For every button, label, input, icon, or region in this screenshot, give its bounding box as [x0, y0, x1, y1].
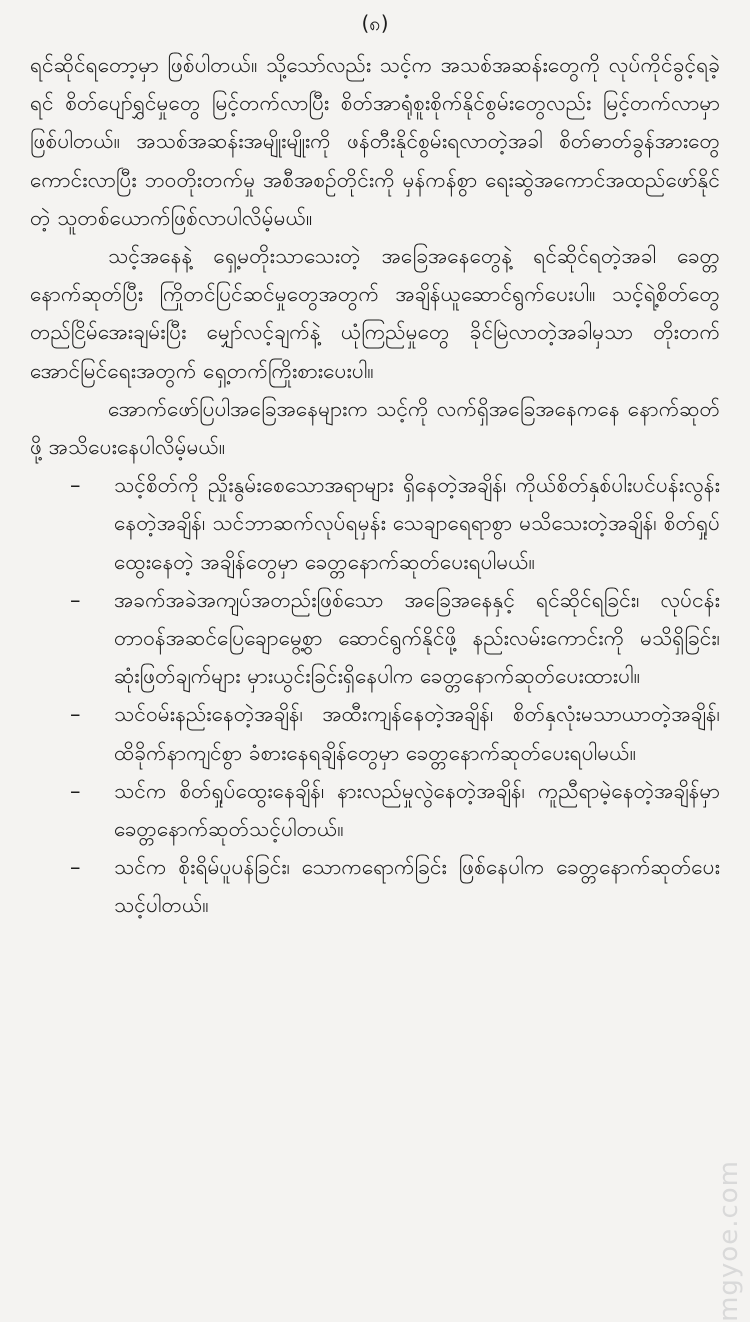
paragraph-2: သင့်အနေနဲ့ ရှေ့မတိုးသာသေးတဲ့ အခြေအနေတွေနဲ့ ရင်ဆိုင်ရတဲ့အခါ ခေတ္တနောက်ဆုတ်ပြီး ကြိုတင်ပြင်ဆင်မှုတွေအတွက် အချိန်ယူဆောင်ရွက်ပေးပါ။ သင့်ရဲ့စိတ်တွေ တည်ငြိမ်အေးချမ်းပြီး မျှော်လင့်ချက်နဲ့ ယုံကြည်မှုတွေ ခိုင်မြဲလာတဲ့အခါမှသာ တိုးတက်အောင်မြင်ရေးအတွက် ရှေ့တက်ကြိုးစားပေးပါ။: [30, 244, 720, 383]
bullet-item-4: [30, 772, 720, 848]
dash-marker: –: [70, 702, 81, 727]
bullet-item-2: [30, 581, 720, 696]
bullet-text: သင့်စိတ်ကို ညှိုးနွမ်းစေသောအရာများ ရှိနေတဲ့အချိန်၊ ကိုယ်စိတ်နှစ်ပါးပင်ပန်းလွန်းနေတဲ့အချိန်၊ သင်ဘာဆက်လုပ်ရမှန်း သေချာရေရာစွာ မသိသေးတဲ့အချိန်၊ စိတ်ရှုပ်ထွေးနေတဲ့ အချိန်တွေမှာ ခေတ္တနောက်ဆုတ်ပေးရပါမယ်။: [114, 473, 720, 574]
bullet-text: သင်က စိတ်ရှုပ်ထွေးနေချိန်၊ နားလည်မှုလွဲနေတဲ့အချိန်၊ ကူညီရာမဲ့နေတဲ့အချိန်မှာ ခေတ္တနောက်ဆုတ်သင့်ပါတယ်။: [114, 778, 720, 842]
page-number: (၈): [361, 11, 389, 35]
bullet-item-5: [30, 848, 720, 924]
paragraph-1: ရင်ဆိုင်ရတော့မှာ ဖြစ်ပါတယ်။ သို့သော်လည်း သင့်က အသစ်အဆန်းတွေကို လုပ်ကိုင်ခွင့်ရခဲ့ရင် စိတ်ပျော်ရွှင်မှုတွေ မြင့်တက်လာပြီး စိတ်အာရုံစူးစိုက်နိုင်စွမ်းတွေလည်း မြင့်တက်လာမှာ ဖြစ်ပါတယ်။ အသစ်အဆန်းအမျိုးမျိုးကို ဖန်တီးနိုင်စွမ်းရလာတဲ့အခါ စိတ်ဓာတ်ခွန်အားတွေကောင်းလာပြီး ဘဝတိုးတက်မှု အစီအစဉ်တိုင်းကို မှန်ကန်စွာ ရေးဆွဲအကောင်အထည်ဖော်နိုင်တဲ့ သူတစ်ယောက်ဖြစ်လာပါလိမ့်မယ်။: [30, 53, 720, 230]
bullet-item-3: [30, 695, 720, 771]
bullet-text: သင်ဝမ်းနည်းနေတဲ့အချိန်၊ အထီးကျန်နေတဲ့အချိန်၊ စိတ်နှလုံးမသာယာတဲ့အချိန်၊ ထိခိုက်နာကျင်စွာ ခံစားနေရချိန်တွေမှာ ခေတ္တနောက်ဆုတ်ပေးရပါမယ်။: [114, 702, 720, 765]
dash-marker: –: [70, 473, 81, 498]
dash-marker: –: [70, 587, 81, 612]
bullet-text: အခက်အခဲအကျပ်အတည်းဖြစ်သော အခြေအနေနှင့် ရင်ဆိုင်ရခြင်း၊ လုပ်ငန်းတာဝန်အဆင်ပြေချောမွေ့စွာ ဆောင်ရွက်နိုင်ဖို့ နည်းလမ်းကောင်းကို မသိရှိခြင်း၊ ဆုံးဖြတ်ချက်များ မှားယွင်းခြင်းရှိနေပါက ခေတ္တနောက်ဆုတ်ပေးထားပါ။: [114, 587, 720, 689]
watermark: mgyoe.com: [714, 1160, 744, 1322]
bullet-text: သင်က စိုးရိမ်ပူပန်ခြင်း၊ သောကရောက်ခြင်း ဖြစ်နေပါက ခေတ္တနောက်ဆုတ်ပေးသင့်ပါတယ်။: [114, 855, 720, 918]
bullet-item-1: [30, 466, 720, 581]
paragraph-3: အောက်ဖော်ပြပါအခြေအနေများက သင့်ကို လက်ရှိအခြေအနေကနေ နောက်ဆုတ်ဖို့ အသိပေးနေပါလိမ့်မယ်။: [30, 396, 720, 460]
dash-marker: –: [70, 855, 81, 880]
body-text: [30, 46, 720, 925]
dash-marker: –: [70, 778, 81, 803]
